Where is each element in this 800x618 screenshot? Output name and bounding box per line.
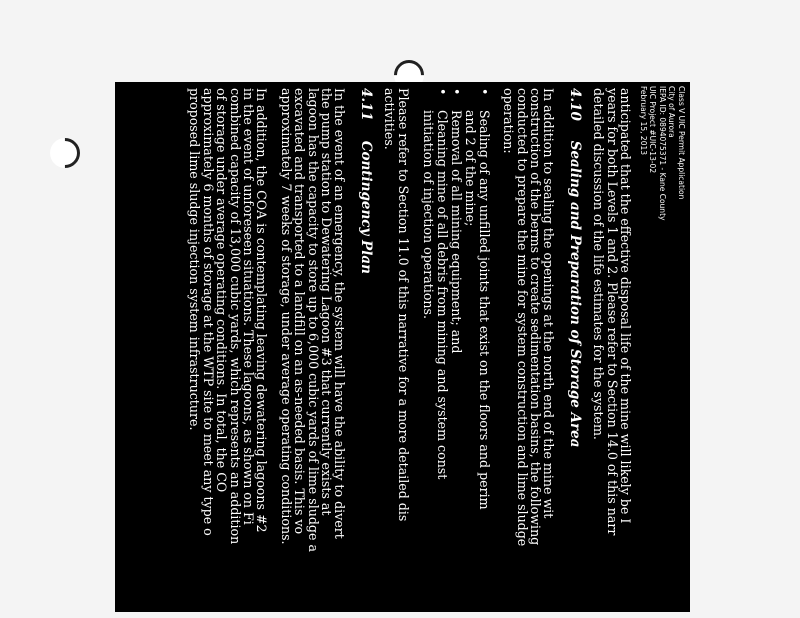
preparation-list: [422, 88, 491, 612]
list-item: [448, 88, 464, 612]
section-number: 4.11: [357, 88, 374, 121]
text-line: combined capacity of 13,000 cubic yards, which represents an addition: [227, 88, 243, 545]
section-heading-4-10: [566, 88, 583, 612]
text-line: construction of the berms to create sedimentation basins, the following: [527, 88, 543, 546]
section-number: 4.10: [566, 88, 583, 121]
header-line: IEPA ID: 0894075371 - Kane County: [658, 86, 667, 221]
text-line: In addition to sealing the openings at the north end of the mine wit: [541, 88, 557, 519]
text-line: initiation of injection operations.: [421, 110, 437, 320]
text-line: approximately 7 weeks of storage, under average operating conditions.: [278, 88, 294, 545]
document-body: [177, 88, 632, 612]
bullet-icon: •: [448, 88, 464, 96]
text-line: Sealing of any unfilled joints that exist on the floors and perim: [476, 110, 492, 510]
text-line: the pump station to Dewatering Lagoon #3 that currently exists at: [319, 88, 335, 516]
section-heading-4-11: [359, 88, 372, 612]
text-line: of storage under average operating conditions. In total, the CO: [214, 88, 230, 493]
section-title: Sealing and Preparation of Storage Area: [566, 140, 583, 448]
text-line: detailed discussion of the life estimates for the system.: [591, 88, 607, 440]
text-line: anticipated that the effective disposal life of the mine will likely be I: [618, 88, 633, 524]
section-4-11-paragraph-1: [279, 88, 346, 612]
text-line: in the event of unforeseen situations. These lagoons, as shown on Fi: [241, 88, 257, 525]
header-line: UIC Project #UIC-13-02: [648, 86, 658, 174]
text-line: In addition, the COA is contemplating leaving dewatering lagoons #2: [254, 88, 270, 533]
list-item: [463, 88, 492, 612]
document-sheet: [115, 82, 690, 612]
rotated-document-content: [115, 82, 690, 612]
text-line: activities.: [382, 88, 398, 150]
section-4-11-paragraph-2: [188, 88, 268, 612]
text-line: Removal of all mining equipment; and: [448, 110, 464, 354]
bullet-icon: •: [434, 88, 450, 96]
section-4-10-refer-paragraph: [383, 88, 410, 612]
header-line: City of Aurora: [667, 86, 677, 138]
section-title: Contingency Plan: [357, 140, 374, 274]
header-line: February 15, 2013: [639, 86, 648, 156]
punch-hole-left: [44, 132, 86, 174]
header-line: Class V UIC Permit Application: [677, 86, 686, 200]
bullet-icon: •: [476, 88, 492, 96]
text-line: Cleaning mine of all debris from mining and system const: [434, 110, 450, 480]
text-line: lagoon has the capacity to store up to 6,000 cubic yards of lime sludge a: [305, 88, 321, 552]
document-header: [639, 86, 687, 220]
text-line: years for both Levels 1 and 2. Please refer to Section 14.0 of this narr: [604, 88, 620, 536]
text-line: In the event of an emergency, the system will have the ability to divert: [332, 88, 348, 539]
text-line: proposed lime sludge injection system infrastructure.: [187, 88, 203, 431]
section-4-10-paragraph: [502, 88, 556, 612]
text-line: excavated and transported to a landfill on an as-needed basis. This vo: [292, 88, 308, 535]
list-item: [421, 88, 450, 612]
text-line: Please refer to Section 11.0 of this narrative for a more detailed dis: [395, 88, 411, 522]
text-line: operation:: [501, 88, 517, 154]
text-line: and 2 of the mine;: [463, 110, 479, 227]
text-line: conducted to prepare the mine for system construction and lime sludge: [514, 88, 530, 547]
intro-paragraph: [592, 88, 632, 612]
text-line: approximately 6 months of storage at the WTP site to meet any type o: [200, 88, 216, 536]
